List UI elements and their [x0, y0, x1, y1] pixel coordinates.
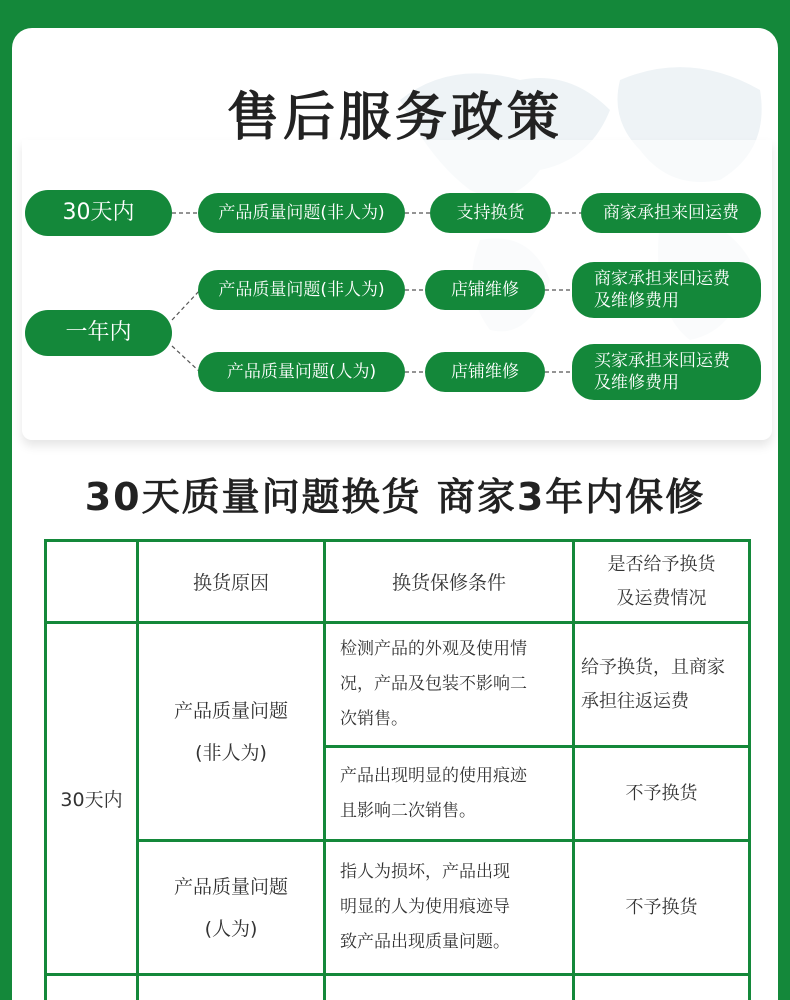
reason-cell-human: [138, 841, 325, 975]
cond-1-line-1: 检测产品的外观及使用情: [340, 639, 527, 659]
table-row: [46, 975, 750, 1000]
answer-cell-1: [574, 623, 750, 747]
cost-pill-3-line-2: 及维修费用: [594, 373, 679, 393]
condition-cell-1: [325, 623, 574, 747]
reason-1-line-2: (非人为): [195, 741, 267, 764]
ans-1-line-1: 给予换货，且商家: [581, 656, 725, 678]
cond-1-line-2: 况，产品及包装不影响二: [340, 674, 527, 694]
condition-cell-3: [325, 841, 574, 975]
period-30-days-pill: 30天内: [25, 190, 172, 236]
condition-cell-2: [325, 747, 574, 841]
header-answer-line-1: 是否给予换货: [607, 553, 716, 575]
next-row-cell: [325, 975, 574, 1000]
next-row-cell: [574, 975, 750, 1000]
table-row: [46, 623, 750, 747]
cond-3-line-3: 致产品出现质量问题。: [340, 932, 510, 952]
cost-pill-3-line-1: 买家承担来回运费: [594, 351, 730, 371]
ans-1-line-2: 承担往返运费: [581, 690, 689, 712]
issue-pill-1: 产品质量问题(非人为): [198, 193, 405, 233]
cond-3-line-2: 明显的人为使用痕迹导: [340, 897, 510, 917]
cond-2-line-1: 产品出现明显的使用痕迹: [340, 765, 527, 786]
table-header-row: [46, 541, 750, 623]
cond-3-line-1: 指人为损坏，产品出现: [340, 862, 510, 882]
cond-1-line-3: 次销售。: [340, 709, 408, 729]
page-title: 售后服务政策: [226, 88, 563, 148]
warranty-subtitle: 30天质量问题换货 商家3年内保修: [84, 475, 706, 519]
header-condition: 换货保修条件: [325, 541, 574, 623]
issue-pill-2: 产品质量问题(非人为): [198, 270, 405, 310]
next-row-cell: [138, 975, 325, 1000]
header-answer: [574, 541, 750, 623]
period-cell: 30天内: [46, 623, 138, 975]
answer-cell-2: 不予换货: [574, 747, 750, 841]
cost-pill-2-line-2: 及维修费用: [594, 291, 679, 311]
cost-pill-3: [572, 344, 761, 400]
cost-pill-2-line-1: 商家承担来回运费: [594, 269, 730, 289]
exchange-policy-table: [44, 539, 751, 1000]
answer-cell-3: 不予换货: [574, 841, 750, 975]
reason-1-line-1: 产品质量问题: [173, 699, 288, 722]
period-one-year-pill: 一年内: [25, 310, 172, 356]
table-row: [46, 841, 750, 975]
action-pill-2: 店铺维修: [425, 270, 545, 310]
action-pill-1: 支持换货: [430, 193, 551, 233]
cost-pill-1: 商家承担来回运费: [581, 193, 761, 233]
issue-pill-3: 产品质量问题(人为): [198, 352, 405, 392]
next-row-cell: [46, 975, 138, 1000]
header-empty-cell: [46, 541, 138, 623]
reason-cell-non-human: [138, 623, 325, 841]
cost-pill-2: [572, 262, 761, 318]
reason-2-line-1: 产品质量问题: [173, 875, 288, 898]
header-answer-line-2: 及运费情况: [616, 587, 707, 609]
action-pill-3: 店铺维修: [425, 352, 545, 392]
header-reason: 换货原因: [138, 541, 325, 623]
cond-2-line-2: 且影响二次销售。: [340, 800, 476, 821]
reason-2-line-2: (人为): [204, 917, 258, 940]
